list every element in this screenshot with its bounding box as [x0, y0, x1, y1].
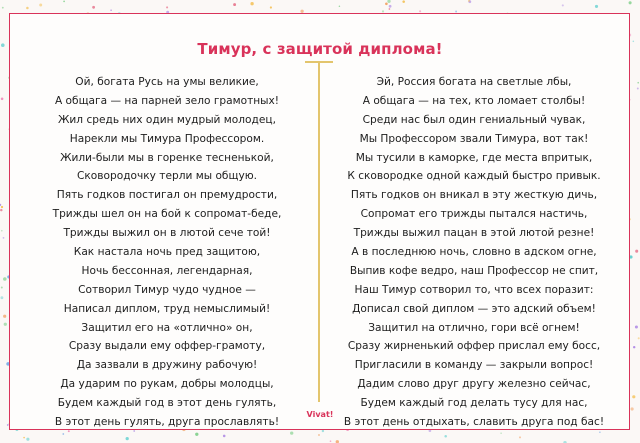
confetti-dot: [633, 346, 635, 348]
confetti-dot: [0, 209, 2, 211]
confetti-dot: [1, 230, 3, 232]
confetti-dot: [39, 4, 42, 7]
poem-left-line: Как настала ночь пред защитою,: [73, 246, 261, 259]
card-title: Тимур, с защитой диплома!: [197, 40, 443, 58]
confetti-dot: [2, 7, 4, 9]
poem-left-line: Сразу выдали ему оффер-грамоту,: [68, 340, 266, 353]
poem-right-line: Наш Тимур сотворил то, что всех поразит:: [354, 283, 594, 296]
confetti-dot: [62, 433, 64, 435]
confetti-dot: [92, 6, 95, 9]
poem-left-line: Ой, богата Русь на умы великие,: [75, 76, 259, 88]
confetti-dot: [26, 438, 29, 441]
poem-left-line: Нарекли мы Тимура Профессором.: [69, 132, 265, 145]
confetti-dot: [166, 6, 168, 8]
confetti-dot: [389, 8, 391, 10]
confetti-dot: [562, 4, 564, 6]
poem-left-line: Трижды шел он на бой к сопромат-беде,: [52, 208, 282, 221]
confetti-dot: [1, 98, 4, 101]
poem-left-line: Жил средь них один мудрый молодец,: [58, 113, 276, 126]
poem-right-line: Будем каждый год делать тусу для нас,: [360, 397, 588, 410]
poem-right-line: Пять годков он вникал в эту жесткую дичь,: [350, 189, 598, 202]
poem-left-line: Ночь бессонная, легендарная,: [81, 264, 253, 277]
confetti-dot: [270, 6, 272, 8]
poem-left-line: Сковородочку терли мы общую.: [76, 170, 258, 183]
column-divider: [318, 62, 320, 402]
confetti-dot: [387, 0, 390, 3]
confetti-dot: [385, 2, 388, 5]
poem-right-line: Среди нас был один гениальный чувак,: [362, 113, 586, 126]
poem-right-line: Мы тусили в каморке, где места впритык,: [355, 151, 593, 164]
confetti-dot: [402, 0, 405, 3]
confetti-dot: [638, 337, 640, 339]
poem-right-line: В этот день отдыхать, славить друга под бас!: [343, 416, 605, 429]
confetti-dot: [126, 437, 129, 440]
poem-left-line: Да ударим по рукам, добры молодцы,: [60, 378, 274, 391]
poem-left-line: Жили-были мы в горенке тесненькой,: [60, 151, 274, 164]
confetti-dot: [223, 435, 226, 438]
poem-right-line: Сразу жирненький оффер прислал ему босс,: [347, 340, 601, 353]
confetti-dot: [4, 323, 7, 326]
poem-left-line: Да зазвали в дружину рабочую!: [76, 359, 258, 372]
poem-left-column: [22, 73, 312, 432]
poem-right-line: Защитил на отлично, гори всё огнем!: [368, 321, 580, 334]
poem-right-line: Мы Профессором звали Тимура, вот так!: [359, 132, 589, 145]
confetti-dot: [629, 1, 632, 4]
confetti-dot: [0, 204, 1, 206]
confetti-dot: [233, 3, 236, 6]
confetti-dot: [3, 315, 6, 318]
confetti-dot: [637, 88, 639, 90]
poem-left-line: Сотворил Тимур чудо чудное —: [78, 283, 256, 296]
poem-left-line: Защитил его на «отлично» он,: [81, 321, 253, 334]
confetti-dot: [637, 82, 639, 84]
confetti-dot: [330, 440, 332, 442]
confetti-dot: [3, 237, 5, 239]
confetti-dot: [632, 395, 635, 398]
poem-right-line: Пригласили в команду — закрыли вопрос!: [354, 359, 594, 372]
confetti-dot: [250, 2, 253, 5]
confetti-dot: [635, 325, 638, 328]
poem-right-column: [326, 73, 622, 432]
poem-right-line: Эй, Россия богата на светлые лбы,: [376, 76, 572, 88]
confetti-dot: [318, 434, 320, 436]
poem-left-line: В этот день гулять, друга прославлять!: [54, 416, 280, 429]
poem-right-line: Дадим слово друг другу железно сейчас,: [357, 378, 591, 391]
poem-left-line: Написал диплом, труд немыслимый!: [63, 302, 271, 315]
confetti-dot: [0, 296, 3, 299]
confetti-dot: [290, 431, 293, 434]
poem-right-line: А в последнюю ночь, словно в адском огне,: [351, 246, 597, 259]
confetti-dot: [195, 433, 198, 436]
confetti-dot: [444, 435, 447, 438]
poem-right-line: К сковородке одной каждый быстро привык.: [347, 170, 601, 183]
poem-right-line: Дописал свой диплом — это адский объем!: [352, 302, 596, 315]
confetti-dot: [110, 10, 111, 11]
confetti-dot: [63, 1, 65, 3]
confetti-dot: [3, 277, 7, 281]
confetti-dot: [519, 436, 521, 438]
poem-right-line: А общага — на тех, кто ломает столбы!: [362, 94, 586, 107]
confetti-dot: [595, 5, 598, 8]
brand-logo: Vivat!: [306, 410, 334, 419]
poem-left-line: Будем каждый год в этот день гулять,: [57, 397, 277, 410]
poem-left-line: Трижды выжил он в лютой сече той!: [63, 227, 271, 240]
poem-right-line: Выпив кофе ведро, наш Профессор не спит,: [349, 264, 599, 277]
confetti-dot: [339, 5, 341, 7]
confetti-dot: [322, 430, 324, 432]
poem-right-line: Трижды выжил пацан в этой лютой резне!: [353, 227, 595, 240]
confetti-dot: [500, 433, 501, 434]
poem-left-line: А общага — на парней зело грамотных!: [54, 94, 280, 107]
confetti-dot: [635, 250, 638, 253]
confetti-dot: [1, 287, 3, 289]
confetti-dot: [1, 206, 3, 208]
confetti-dot: [26, 7, 29, 10]
confetti-dot: [389, 5, 392, 8]
confetti-dot: [23, 437, 25, 439]
poem-right-line: Сопромат его трижды пытался настичь,: [360, 208, 588, 221]
poem-left-line: Пять годков постигал он премудрости,: [56, 189, 278, 202]
